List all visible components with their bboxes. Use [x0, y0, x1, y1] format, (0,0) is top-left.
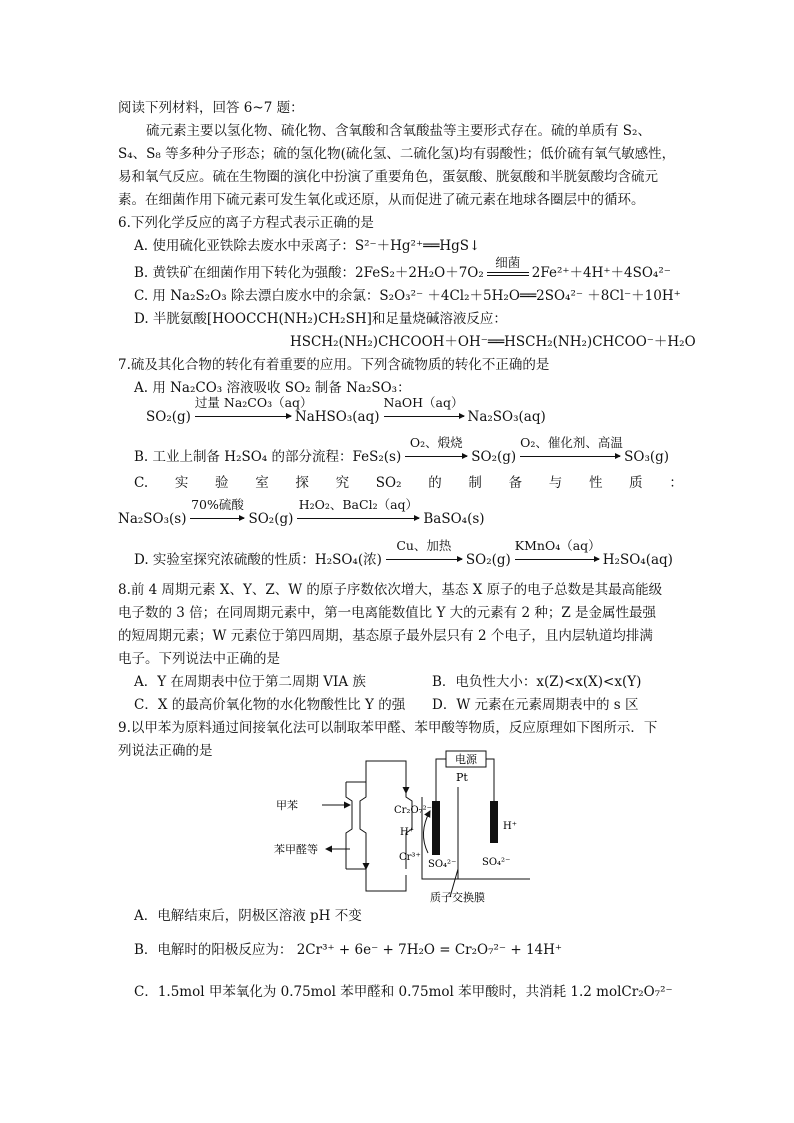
q9-option-a: A．电解结束后，阴极区溶液 pH 不变	[134, 908, 362, 924]
q8-line-3: 的短周期元素；W 元素位于第四周期，基态原子最外层只有 2 个电子，且内层轨道均排满	[118, 628, 653, 644]
q9-option-c: C．1.5mol 甲苯氧化为 0.75mol 苯甲醛和 0.75mol 苯甲酸时，共消耗 1.2 molCr₂O₇²⁻	[134, 984, 673, 1000]
q6-option-c: C. 用 Na₂S₂O₃ 除去漂白废水中的余氯：S₂O₃²⁻ ＋4Cl₂＋5H₂O══2SO₄²⁻ ＋8Cl⁻＋10H⁺	[134, 288, 681, 304]
products-label: 苯甲醛等	[274, 843, 318, 856]
q7-c-word: 的	[428, 475, 442, 491]
arrow-condition: KMnO₄（aq）	[514, 538, 601, 553]
q7-c-word: C.	[134, 475, 149, 491]
q7-option-a-flow	[146, 395, 546, 426]
pt-label: Pt	[456, 771, 468, 784]
reaction-arrow	[520, 435, 623, 466]
q7-option-b	[134, 435, 670, 466]
q6-b-reactants: B. 黄铁矿在细菌作用下转化为强酸：2FeS₂＋2H₂O＋7O₂	[134, 265, 484, 281]
q8-line-1: 8.前 4 周期元素 X、Y、Z、W 的原子序数依次增大，基态 X 原子的电子总数是其最高能级	[118, 582, 663, 598]
q8-option-b: B．电负性大小：x(Z)<x(X)<x(Y)	[432, 674, 642, 690]
species: H₂SO₄(aq)	[602, 552, 673, 568]
q7-option-c-flow	[118, 497, 485, 528]
q9-line-2: 列说法正确的是	[118, 743, 213, 759]
h-left-label: H⁺	[400, 827, 414, 838]
electrolysis-diagram	[260, 745, 530, 905]
species: SO₂(g)	[471, 449, 517, 465]
species: BaSO₄(s)	[423, 511, 485, 527]
q6-stem: 6.下列化学反应的离子方程式表示正确的是	[118, 215, 374, 231]
species: Na₂SO₃(s)	[118, 511, 187, 527]
passage-line-3: 易和氧气反应。硫在生物圈的演化中扮演了重要角色，蛋氨酸、胱氨酸和半胱氨酸均含硫元	[118, 169, 658, 185]
q7-c-word: 性	[588, 475, 603, 491]
species: SO₃(g)	[624, 449, 670, 465]
arrow-condition: NaOH（aq）	[383, 395, 464, 410]
reaction-arrow	[297, 497, 419, 528]
q7-c-word: 验	[215, 475, 229, 491]
passage-line-2: S₄、S₈ 等多种分子形态；硫的氢化物(硫化氢、二硫化氢)均有弱酸性；低价硫有氧气敏感性，	[118, 146, 676, 162]
species: SO₂(g)	[146, 409, 191, 425]
reaction-arrow	[190, 497, 244, 528]
species: NaHSO₃(aq)	[294, 409, 380, 425]
q9-line-1: 9.以甲苯为原料通过间接氧化法可以制取苯甲醛、苯甲酸等物质，反应原理如下图所示．下	[118, 720, 658, 736]
power-label: 电源	[455, 753, 477, 766]
q6-option-d-line1: D. 半胱氨酸[HOOCCH(NH₂)CH₂SH]和足量烧碱溶液反应：	[134, 311, 507, 327]
q7-option-a-head: A. 用 Na₂CO₃ 溶液吸收 SO₂ 制备 Na₂SO₃：	[134, 380, 411, 396]
q8-line-4: 电子。下列说法中正确的是	[118, 651, 280, 667]
q7-c-word: 探	[295, 475, 309, 491]
reaction-arrow	[386, 538, 462, 569]
reaction-arrow	[194, 395, 313, 426]
species: Na₂SO₃(aq)	[467, 409, 546, 425]
species: SO₂(g)	[248, 511, 294, 527]
passage-line-1: 硫元素主要以氢化物、硫化物、含氧酸和含氧酸盐等主要形式存在。硫的单质有 S₂、	[146, 123, 651, 139]
q7-option-d	[134, 538, 673, 569]
arrow-condition: 70%硫酸	[191, 497, 244, 512]
q7-c-word: ：	[669, 475, 683, 491]
q7-c-word: 制	[468, 475, 482, 491]
equilibrium-sign	[487, 254, 529, 276]
cathode-electrode	[490, 801, 498, 843]
reaction-arrow	[514, 538, 601, 569]
q7-c-word: 究	[335, 475, 350, 491]
q6-b-products: 2Fe²⁺＋4H⁺＋4SO₄²⁻	[531, 265, 671, 281]
q7-option-c-head	[134, 476, 683, 492]
q8-option-d: D．W 元素在元素周期表中的 s 区	[432, 697, 639, 713]
dichromate-label: Cr₂O₇²⁻	[394, 805, 432, 816]
q7-c-word: 与	[548, 475, 563, 491]
q6-b-condition: 细菌	[495, 254, 521, 270]
q7-stem: 7.硫及其化合物的转化有着重要的应用。下列含硫物质的转化不正确的是	[118, 357, 550, 373]
q8-option-c: C．X 的最高价氧化物的水化物酸性比 Y 的强	[134, 697, 406, 713]
q7-c-spread-text	[134, 476, 683, 492]
arrow-condition: Cu、加热	[396, 538, 452, 553]
h-right-label: H⁺	[503, 821, 517, 832]
q7-b-head: B. 工业上制备 H₂SO₄ 的部分流程：FeS₂(s)	[134, 449, 402, 465]
passage-line-4: 素。在细菌作用下硫元素可发生氧化或还原，从而促进了硫元素在地球各圈层中的循环。	[118, 192, 645, 208]
toluene-label: 甲苯	[276, 799, 298, 812]
q9-option-b: B．电解时的阳极反应为： 2Cr³⁺ + 6e⁻ + 7H₂O = Cr₂O₇²⁻ + 14H⁺	[134, 942, 563, 958]
intro-line: 阅读下列材料，回答 6~7 题：	[118, 100, 304, 116]
q7-c-word: 质	[629, 475, 643, 491]
q7-c-word: SO₂	[375, 475, 402, 491]
arrow-condition: O₂、煅烧	[409, 435, 463, 450]
q6-option-a: A. 使用硫化亚铁除去废水中汞离子：S²⁻＋Hg²⁺══HgS↓	[134, 238, 481, 254]
q8-option-a: A．Y 在周期表中位于第二周期 VIA 族	[134, 674, 366, 690]
arrow-condition: 过量 Na₂CO₃（aq）	[194, 395, 313, 410]
so4-right-label: SO₄²⁻	[482, 857, 511, 868]
arrow-condition: H₂O₂、BaCl₂（aq）	[298, 497, 419, 512]
arrow-condition: O₂、催化剂、高温	[520, 435, 623, 450]
q7-d-head: D. 实验室探究浓硫酸的性质：H₂SO₄(浓)	[134, 552, 382, 568]
q7-c-word: 实	[174, 475, 189, 491]
so4-left-label: SO₄²⁻	[428, 859, 457, 870]
q7-c-word: 备	[508, 475, 523, 491]
q7-c-word: 室	[255, 475, 269, 491]
q6-option-d-line2: HSCH₂(NH₂)CHCOOH＋OH⁻══HSCH₂(NH₂)CHCOO⁻＋H₂O	[290, 334, 696, 350]
species: SO₂(g)	[465, 552, 511, 568]
anode-electrode	[432, 801, 440, 855]
q8-line-2: 电子数的 3 倍；在同周期元素中，第一电离能数值比 Y 大的元素有 2 种；Z 是金属性最强	[118, 605, 657, 621]
reaction-arrow	[383, 395, 464, 426]
reaction-arrow	[405, 435, 467, 466]
cr3-label: Cr³⁺	[399, 852, 421, 863]
q6-option-b	[134, 254, 671, 282]
membrane-label: 质子交换膜	[430, 891, 485, 904]
